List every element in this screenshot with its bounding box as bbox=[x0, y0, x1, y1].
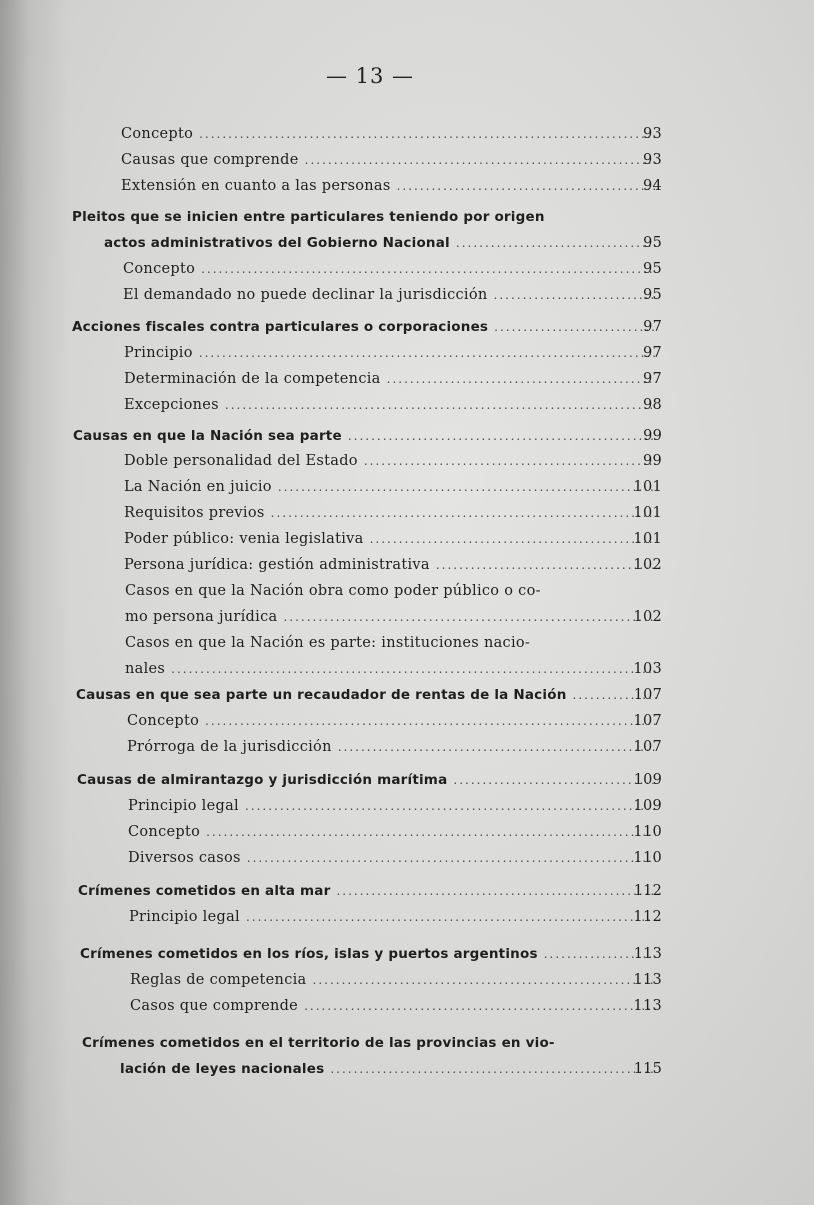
toc-entry-page: 93 bbox=[642, 152, 662, 168]
dot-leader bbox=[338, 740, 656, 754]
dot-leader bbox=[453, 773, 656, 787]
dot-leader bbox=[313, 973, 657, 987]
toc-entry bbox=[128, 824, 662, 840]
toc-entry-page: 95 bbox=[642, 261, 662, 277]
dot-leader bbox=[247, 851, 656, 865]
dot-leader bbox=[305, 153, 656, 167]
toc-entry-page: 103 bbox=[633, 661, 662, 677]
toc-section-heading-line: Crímenes cometidos en el territorio de las provincias en vio- bbox=[82, 1035, 555, 1051]
toc-entry-label: Concepto bbox=[128, 824, 201, 840]
toc-entry bbox=[130, 998, 662, 1014]
toc-entry bbox=[123, 261, 662, 277]
toc-entry-page: 112 bbox=[633, 883, 662, 899]
toc-entry-page: 102 bbox=[633, 609, 662, 625]
toc-entry-page: 110 bbox=[633, 850, 662, 866]
dot-leader bbox=[436, 558, 656, 572]
dot-leader bbox=[370, 532, 656, 546]
toc-entry bbox=[129, 909, 662, 925]
toc-entry-label: El demandado no puede declinar la jurisdicción bbox=[123, 287, 488, 303]
dot-leader bbox=[205, 714, 656, 728]
toc-section-label: actos administrativos del Gobierno Nacional bbox=[104, 235, 450, 251]
toc-entry-page: 97 bbox=[643, 319, 662, 335]
toc-entry-label: Causas que comprende bbox=[121, 152, 299, 168]
dot-leader bbox=[245, 799, 656, 813]
toc-entry-page: 107 bbox=[633, 687, 662, 703]
toc-entry bbox=[127, 739, 662, 755]
toc-entry bbox=[121, 152, 662, 168]
toc-entry-label: mo persona jurídica bbox=[125, 609, 278, 625]
dot-leader bbox=[246, 910, 656, 924]
dot-leader bbox=[456, 236, 656, 250]
toc-entry bbox=[127, 713, 662, 729]
toc-entry bbox=[124, 371, 662, 387]
toc-entry bbox=[124, 397, 662, 413]
dot-leader bbox=[283, 610, 656, 624]
toc-entry bbox=[128, 798, 662, 814]
toc-entry-label: Principio legal bbox=[128, 798, 239, 814]
dot-leader bbox=[397, 179, 656, 193]
toc-section-label: lación de leyes nacionales bbox=[120, 1061, 325, 1077]
toc-section bbox=[80, 946, 662, 962]
toc-section-label: Causas en que la Nación sea parte bbox=[73, 428, 342, 444]
toc-entry-page: 110 bbox=[633, 824, 662, 840]
toc-entry-page: 115 bbox=[633, 1061, 662, 1077]
toc-entry bbox=[124, 479, 662, 495]
toc-entry bbox=[121, 178, 662, 194]
dot-leader bbox=[336, 884, 656, 898]
dot-leader bbox=[494, 320, 656, 334]
toc-entry-label: Requisitos previos bbox=[124, 505, 265, 521]
dot-leader bbox=[387, 372, 656, 386]
toc-section-label: Causas en que sea parte un recaudador de rentas de la Nación bbox=[76, 687, 567, 703]
toc-entry-page: 107 bbox=[633, 713, 662, 729]
toc-entry-page: 99 bbox=[642, 453, 662, 469]
dot-leader bbox=[330, 1062, 656, 1076]
toc-entry-page: 97 bbox=[642, 371, 662, 387]
toc-entry-label: Determinación de la competencia bbox=[124, 371, 381, 387]
toc-entry-page: 113 bbox=[633, 946, 662, 962]
toc-entry-label: Persona jurídica: gestión administrativa bbox=[124, 557, 430, 573]
toc-entry-page: 95 bbox=[642, 287, 662, 303]
toc-entry-label: Concepto bbox=[123, 261, 196, 277]
toc-entry-line: Casos en que la Nación obra como poder público o co- bbox=[125, 583, 541, 599]
toc-entry bbox=[124, 505, 662, 521]
toc-entry-label: Extensión en cuanto a las personas bbox=[121, 178, 391, 194]
toc-section-label: Causas de almirantazgo y jurisdicción marítima bbox=[77, 772, 448, 788]
toc-entry-page: 101 bbox=[633, 505, 662, 521]
toc-entry-label: Doble personalidad del Estado bbox=[124, 453, 358, 469]
toc-entry-line: Casos en que la Nación es parte: instituciones nacio- bbox=[125, 635, 531, 651]
dot-leader bbox=[201, 262, 656, 276]
toc-entry bbox=[130, 972, 662, 988]
toc-entry-label: La Nación en juicio bbox=[124, 479, 272, 495]
toc-section-label: Acciones fiscales contra particulares o corporaciones bbox=[72, 319, 489, 335]
toc-entry-label: nales bbox=[125, 661, 166, 677]
toc-entry-page: 94 bbox=[642, 178, 662, 194]
toc-entry-label: Principio legal bbox=[129, 909, 240, 925]
toc-entry bbox=[128, 850, 662, 866]
toc-section bbox=[78, 883, 662, 899]
toc-entry bbox=[121, 126, 662, 142]
toc-entry-page: 107 bbox=[633, 739, 662, 755]
toc-entry-label: Concepto bbox=[121, 126, 194, 142]
toc-entry-page: 98 bbox=[642, 397, 662, 413]
toc-entry bbox=[123, 287, 662, 303]
toc-section bbox=[104, 235, 662, 251]
toc-entry bbox=[124, 345, 662, 361]
dot-leader bbox=[364, 454, 656, 468]
toc-entry-label: Excepciones bbox=[124, 397, 219, 413]
dot-leader bbox=[206, 825, 656, 839]
dot-leader bbox=[225, 398, 656, 412]
toc-section-heading-line: Pleitos que se inicien entre particulares teniendo por origen bbox=[72, 209, 545, 225]
page-number: — 13 — bbox=[325, 64, 415, 88]
toc-entry bbox=[124, 453, 662, 469]
toc-entry-page: 109 bbox=[633, 798, 662, 814]
toc-section bbox=[120, 1061, 662, 1077]
toc-entry-label: Poder público: venia legislativa bbox=[124, 531, 364, 547]
dot-leader bbox=[199, 127, 656, 141]
toc-entry-page: 113 bbox=[633, 998, 662, 1014]
toc-section-label: Crímenes cometidos en alta mar bbox=[78, 883, 331, 899]
toc-entry-label: Prórroga de la jurisdicción bbox=[127, 739, 332, 755]
toc-entry-page: 102 bbox=[633, 557, 662, 573]
toc-section-label: Crímenes cometidos en los ríos, islas y puertos argentinos bbox=[80, 946, 538, 962]
dot-leader bbox=[199, 346, 656, 360]
toc-entry-page: 109 bbox=[633, 772, 662, 788]
toc-entry-page: 113 bbox=[633, 972, 662, 988]
toc-entry-page: 101 bbox=[633, 479, 662, 495]
dot-leader bbox=[304, 999, 656, 1013]
toc-entry bbox=[124, 531, 662, 547]
toc-entry-page: 99 bbox=[643, 428, 662, 444]
toc-section bbox=[76, 687, 662, 703]
toc-entry-page: 95 bbox=[643, 235, 662, 251]
toc-entry bbox=[124, 557, 662, 573]
toc-entry-label: Reglas de competencia bbox=[130, 972, 307, 988]
dot-leader bbox=[348, 429, 656, 443]
toc-entry-page: 97 bbox=[642, 345, 662, 361]
toc-entry-page: 112 bbox=[633, 909, 662, 925]
toc-section bbox=[72, 319, 662, 335]
toc-entry-page: 93 bbox=[642, 126, 662, 142]
toc-entry bbox=[125, 609, 662, 625]
dot-leader bbox=[271, 506, 656, 520]
dot-leader bbox=[278, 480, 656, 494]
toc-entry-label: Concepto bbox=[127, 713, 200, 729]
toc-entry-label: Diversos casos bbox=[128, 850, 241, 866]
toc-section bbox=[77, 772, 662, 788]
toc-entry-page: 101 bbox=[633, 531, 662, 547]
toc-entry-label: Casos que comprende bbox=[130, 998, 299, 1014]
dot-leader bbox=[171, 662, 656, 676]
toc-entry bbox=[125, 661, 662, 677]
toc-section bbox=[73, 428, 662, 444]
toc-entry-label: Principio bbox=[124, 345, 193, 361]
dot-leader bbox=[494, 288, 656, 302]
